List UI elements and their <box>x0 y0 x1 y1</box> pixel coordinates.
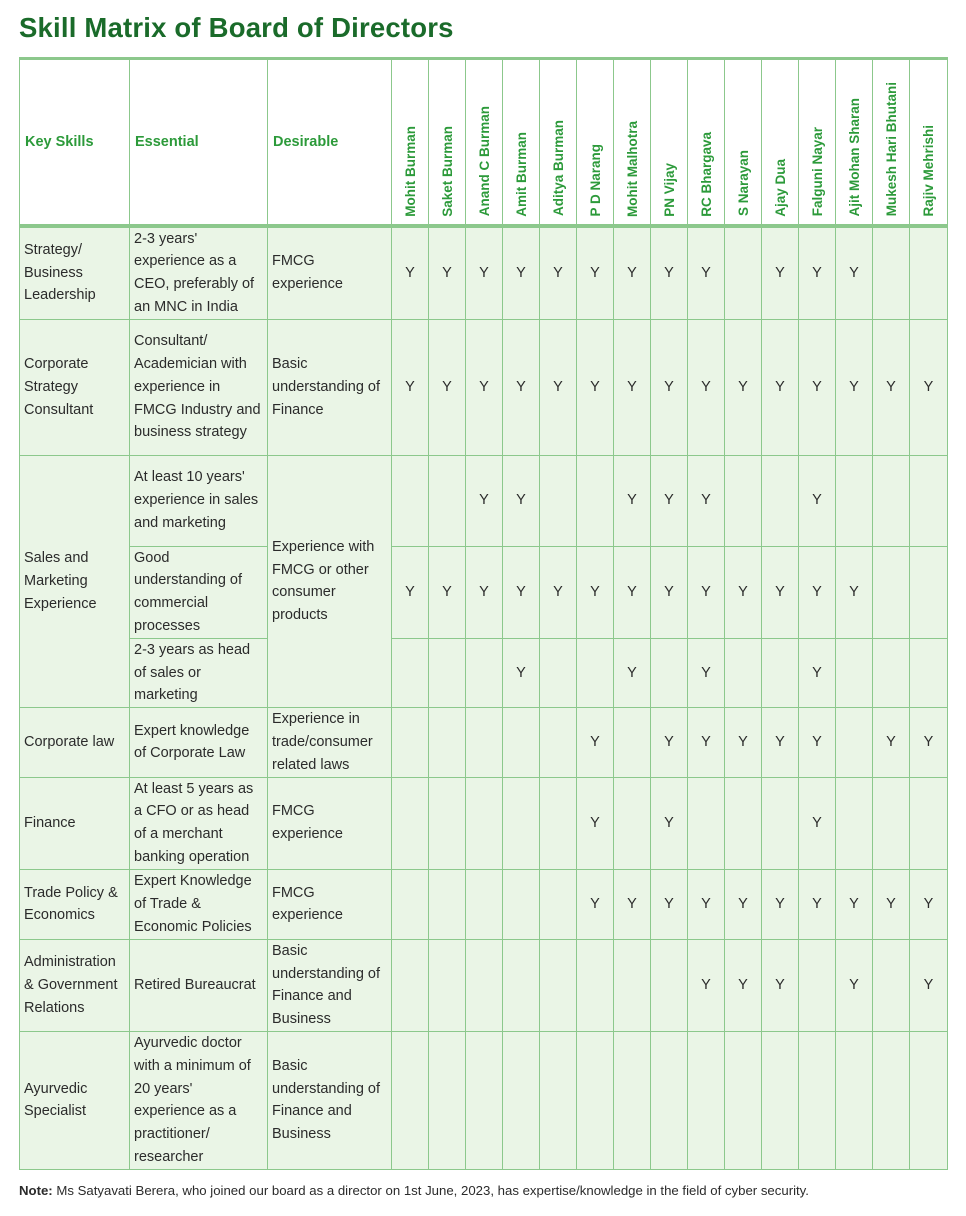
skill-mark-cell: Y <box>910 319 948 455</box>
director-header <box>910 59 948 226</box>
skill-mark-cell: Y <box>688 939 725 1031</box>
skill-mark-cell <box>688 777 725 869</box>
skill-mark-cell <box>873 777 910 869</box>
skill-mark-cell <box>688 1032 725 1170</box>
key-skill-cell: Corporate law <box>20 708 130 777</box>
director-header <box>762 59 799 226</box>
skill-mark-cell: Y <box>725 939 762 1031</box>
table-row <box>20 869 948 939</box>
skill-mark-cell <box>466 638 503 707</box>
skill-mark-cell: Y <box>799 777 836 869</box>
skill-mark-cell: Y <box>429 226 466 320</box>
skill-mark-cell: Y <box>836 319 873 455</box>
skill-mark-cell: Y <box>540 226 577 320</box>
skill-mark-cell: Y <box>651 869 688 939</box>
skill-mark-cell: Y <box>503 455 540 546</box>
director-header <box>651 59 688 226</box>
skill-mark-cell <box>577 939 614 1031</box>
director-name: Ajay Dua <box>772 158 788 217</box>
director-header <box>688 59 725 226</box>
skill-mark-cell <box>503 869 540 939</box>
director-name: Saket Burman <box>439 125 455 217</box>
skill-mark-cell: Y <box>762 939 799 1031</box>
desirable-cell: FMCG experience <box>268 226 392 320</box>
note-label: Note: <box>19 1183 53 1198</box>
director-name: Mukesh Hari Bhutani <box>883 82 899 217</box>
essential-cell: 2-3 years as head of sales or marketing <box>130 638 268 707</box>
skill-mark-cell: Y <box>799 708 836 777</box>
skill-mark-cell <box>873 455 910 546</box>
skill-mark-cell <box>577 1032 614 1170</box>
skill-mark-cell <box>836 638 873 707</box>
skill-mark-cell <box>799 939 836 1031</box>
skill-mark-cell: Y <box>651 319 688 455</box>
skill-mark-cell <box>429 777 466 869</box>
table-row <box>20 939 948 1031</box>
skill-mark-cell: Y <box>466 226 503 320</box>
skill-mark-cell <box>651 638 688 707</box>
skill-mark-cell: Y <box>910 869 948 939</box>
director-header <box>836 59 873 226</box>
skill-mark-cell: Y <box>836 869 873 939</box>
director-header <box>540 59 577 226</box>
skill-mark-cell: Y <box>577 226 614 320</box>
skill-mark-cell: Y <box>836 226 873 320</box>
essential-cell: Good understanding of commercial processes <box>130 546 268 638</box>
skill-mark-cell: Y <box>466 455 503 546</box>
desirable-cell: Basic understanding of Finance and Business <box>268 1032 392 1170</box>
header-row <box>20 59 948 226</box>
skill-mark-cell: Y <box>466 546 503 638</box>
skill-mark-cell <box>466 708 503 777</box>
skill-matrix-table <box>19 57 948 1170</box>
essential-cell: 2-3 years' experience as a CEO, preferably of an MNC in India <box>130 226 268 320</box>
director-header <box>725 59 762 226</box>
skill-mark-cell <box>540 939 577 1031</box>
skill-mark-cell <box>725 226 762 320</box>
skill-mark-cell <box>873 1032 910 1170</box>
key-skill-cell: Finance <box>20 777 130 869</box>
director-name: Mohit Malhotra <box>624 120 640 217</box>
skill-mark-cell <box>503 708 540 777</box>
skill-mark-cell <box>392 638 429 707</box>
director-header <box>873 59 910 226</box>
skill-mark-cell <box>429 869 466 939</box>
skill-mark-cell: Y <box>392 226 429 320</box>
key-skill-cell: Ayurvedic Specialist <box>20 1032 130 1170</box>
skill-mark-cell: Y <box>503 638 540 707</box>
skill-mark-cell <box>614 708 651 777</box>
skill-mark-cell <box>466 1032 503 1170</box>
skill-mark-cell: Y <box>651 777 688 869</box>
skill-mark-cell: Y <box>873 708 910 777</box>
director-name: Amit Burman <box>513 131 529 217</box>
skill-mark-cell: Y <box>651 546 688 638</box>
skill-mark-cell <box>614 939 651 1031</box>
director-name: Anand C Burman <box>476 106 492 217</box>
skill-mark-cell: Y <box>799 455 836 546</box>
skill-mark-cell <box>429 1032 466 1170</box>
desirable-cell: Experience with FMCG or other consumer products <box>268 455 392 708</box>
skill-mark-cell: Y <box>799 546 836 638</box>
skill-mark-cell: Y <box>762 708 799 777</box>
skill-mark-cell: Y <box>873 319 910 455</box>
skill-mark-cell: Y <box>762 546 799 638</box>
skill-mark-cell: Y <box>762 869 799 939</box>
skill-mark-cell: Y <box>688 455 725 546</box>
skill-mark-cell: Y <box>429 546 466 638</box>
key-skill-cell: Corporate Strategy Consultant <box>20 319 130 455</box>
skill-mark-cell <box>466 939 503 1031</box>
skill-mark-cell: Y <box>540 319 577 455</box>
director-header <box>466 59 503 226</box>
skill-mark-cell <box>466 777 503 869</box>
skill-mark-cell: Y <box>799 869 836 939</box>
skill-mark-cell: Y <box>466 319 503 455</box>
skill-mark-cell: Y <box>392 546 429 638</box>
director-name: Falguni Nayar <box>809 127 825 217</box>
skill-mark-cell <box>429 939 466 1031</box>
director-header <box>799 59 836 226</box>
director-header <box>503 59 540 226</box>
skill-mark-cell: Y <box>688 319 725 455</box>
skill-mark-cell <box>503 1032 540 1170</box>
skill-mark-cell <box>762 777 799 869</box>
skill-mark-cell: Y <box>762 226 799 320</box>
skill-mark-cell <box>392 455 429 546</box>
skill-mark-cell: Y <box>614 869 651 939</box>
skill-mark-cell: Y <box>577 708 614 777</box>
skill-mark-cell: Y <box>910 939 948 1031</box>
essential-cell: Expert Knowledge of Trade & Economic Policies <box>130 869 268 939</box>
skill-mark-cell <box>873 939 910 1031</box>
director-name: P D Narang <box>587 143 603 217</box>
essential-cell: At least 5 years as a CFO or as head of a merchant banking operation <box>130 777 268 869</box>
table-row <box>20 638 948 707</box>
director-header <box>614 59 651 226</box>
skill-mark-cell: Y <box>614 546 651 638</box>
skill-mark-cell: Y <box>836 939 873 1031</box>
skill-mark-cell <box>540 869 577 939</box>
director-name: RC Bhargava <box>698 131 714 217</box>
skill-mark-cell <box>540 777 577 869</box>
director-header <box>392 59 429 226</box>
skill-mark-cell: Y <box>614 455 651 546</box>
header-essential: Essential <box>130 59 268 226</box>
skill-mark-cell <box>540 455 577 546</box>
skill-mark-cell <box>392 777 429 869</box>
skill-mark-cell: Y <box>836 546 873 638</box>
skill-mark-cell <box>614 777 651 869</box>
skill-mark-cell <box>836 1032 873 1170</box>
desirable-cell: Experience in trade/consumer related laws <box>268 708 392 777</box>
skill-mark-cell: Y <box>577 777 614 869</box>
skill-mark-cell: Y <box>651 226 688 320</box>
skill-mark-cell: Y <box>799 226 836 320</box>
skill-mark-cell <box>873 226 910 320</box>
director-name: Aditya Burman <box>550 120 566 217</box>
director-header <box>429 59 466 226</box>
skill-mark-cell <box>466 869 503 939</box>
key-skill-cell: Administration & Government Relations <box>20 939 130 1031</box>
director-header <box>577 59 614 226</box>
skill-mark-cell <box>873 546 910 638</box>
desirable-cell: FMCG experience <box>268 777 392 869</box>
skill-mark-cell <box>910 777 948 869</box>
skill-mark-cell <box>429 455 466 546</box>
skill-mark-cell: Y <box>503 546 540 638</box>
desirable-cell: Basic understanding of Finance and Business <box>268 939 392 1031</box>
skill-mark-cell: Y <box>651 455 688 546</box>
skill-mark-cell <box>540 708 577 777</box>
skill-mark-cell: Y <box>688 638 725 707</box>
skill-mark-cell: Y <box>688 226 725 320</box>
skill-mark-cell: Y <box>540 546 577 638</box>
key-skill-cell: Sales and Marketing Experience <box>20 455 130 708</box>
skill-mark-cell <box>725 638 762 707</box>
skill-mark-cell <box>836 455 873 546</box>
essential-cell: Expert knowledge of Corporate Law <box>130 708 268 777</box>
skill-mark-cell <box>762 455 799 546</box>
table-row <box>20 226 948 320</box>
skill-mark-cell <box>392 869 429 939</box>
header-key-skills: Key Skills <box>20 59 130 226</box>
skill-mark-cell: Y <box>651 708 688 777</box>
table-row <box>20 708 948 777</box>
skill-mark-cell: Y <box>799 638 836 707</box>
skill-mark-cell: Y <box>725 869 762 939</box>
skill-mark-cell <box>577 638 614 707</box>
skill-mark-cell <box>836 777 873 869</box>
skill-mark-cell <box>577 455 614 546</box>
skill-mark-cell: Y <box>503 319 540 455</box>
skill-mark-cell <box>614 1032 651 1170</box>
skill-mark-cell: Y <box>614 226 651 320</box>
skill-mark-cell: Y <box>688 546 725 638</box>
skill-mark-cell <box>429 638 466 707</box>
skill-mark-cell <box>725 455 762 546</box>
skill-mark-cell: Y <box>503 226 540 320</box>
desirable-cell: FMCG experience <box>268 869 392 939</box>
skill-mark-cell <box>503 939 540 1031</box>
essential-cell: Consultant/ Academician with experience in FMCG Industry and business strategy <box>130 319 268 455</box>
skill-mark-cell: Y <box>725 708 762 777</box>
director-name: S Narayan <box>735 150 751 217</box>
skill-mark-cell <box>762 1032 799 1170</box>
table-row <box>20 455 948 546</box>
skill-mark-cell: Y <box>688 869 725 939</box>
skill-mark-cell: Y <box>725 546 762 638</box>
skill-mark-cell: Y <box>762 319 799 455</box>
skill-mark-cell <box>762 638 799 707</box>
skill-mark-cell <box>540 638 577 707</box>
skill-mark-cell <box>910 1032 948 1170</box>
skill-mark-cell: Y <box>577 869 614 939</box>
skill-mark-cell <box>540 1032 577 1170</box>
skill-mark-cell: Y <box>614 638 651 707</box>
director-name: Mohit Burman <box>402 125 418 217</box>
header-desirable: Desirable <box>268 59 392 226</box>
footnote <box>19 1183 809 1198</box>
skill-mark-cell: Y <box>614 319 651 455</box>
skill-mark-cell <box>873 638 910 707</box>
skill-mark-cell <box>651 939 688 1031</box>
skill-mark-cell <box>725 777 762 869</box>
skill-mark-cell <box>392 708 429 777</box>
director-name: PN Vijay <box>661 162 677 217</box>
skill-mark-cell: Y <box>577 546 614 638</box>
director-name: Ajit Mohan Sharan <box>846 97 862 217</box>
desirable-cell: Basic understanding of Finance <box>268 319 392 455</box>
skill-mark-cell: Y <box>392 319 429 455</box>
director-name: Rajiv Mehrishi <box>921 124 936 217</box>
essential-cell: Retired Bureaucrat <box>130 939 268 1031</box>
skill-mark-cell: Y <box>725 319 762 455</box>
skill-mark-cell <box>799 1032 836 1170</box>
skill-mark-cell <box>910 455 948 546</box>
skill-mark-cell: Y <box>910 708 948 777</box>
essential-cell: At least 10 years' experience in sales and marketing <box>130 455 268 546</box>
skill-mark-cell <box>503 777 540 869</box>
skill-mark-cell <box>910 226 948 320</box>
skill-mark-cell <box>651 1032 688 1170</box>
skill-mark-cell: Y <box>873 869 910 939</box>
skill-mark-cell <box>910 638 948 707</box>
essential-cell: Ayurvedic doctor with a minimum of 20 years' experience as a practitioner/ researcher <box>130 1032 268 1170</box>
skill-mark-cell: Y <box>688 708 725 777</box>
key-skill-cell: Trade Policy & Economics <box>20 869 130 939</box>
table-row <box>20 319 948 455</box>
skill-mark-cell <box>836 708 873 777</box>
page-title: Skill Matrix of Board of Directors <box>19 12 454 43</box>
skill-mark-cell <box>429 708 466 777</box>
skill-mark-cell <box>392 939 429 1031</box>
skill-mark-cell: Y <box>577 319 614 455</box>
skill-mark-cell <box>392 1032 429 1170</box>
skill-mark-cell <box>725 1032 762 1170</box>
skill-mark-cell: Y <box>799 319 836 455</box>
table-row <box>20 777 948 869</box>
skill-mark-cell: Y <box>429 319 466 455</box>
note-text: Ms Satyavati Berera, who joined our board as a director on 1st June, 2023, has expertise/knowledge in the field of cyber security. <box>52 1183 809 1198</box>
key-skill-cell: Strategy/ Business Leadership <box>20 226 130 320</box>
skill-mark-cell <box>910 546 948 638</box>
table-row <box>20 546 948 638</box>
table-row <box>20 1032 948 1170</box>
matrix-body <box>20 226 948 1170</box>
